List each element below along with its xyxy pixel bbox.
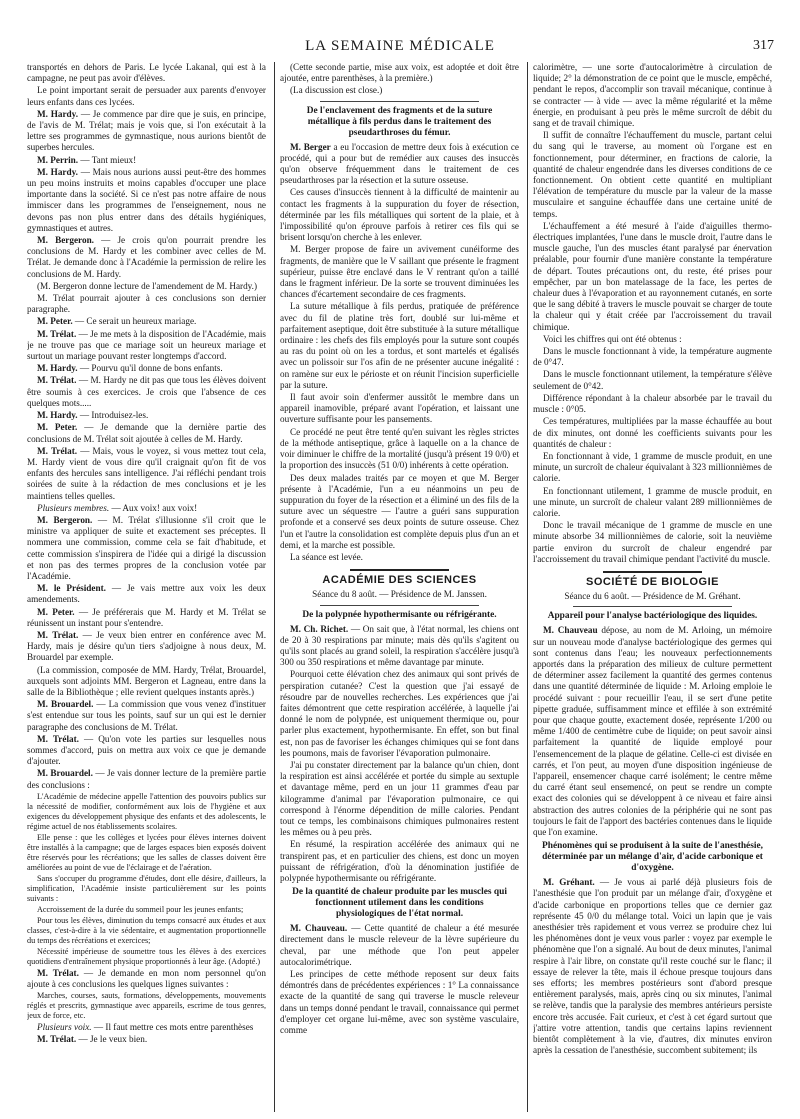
paragraph	[533, 625, 772, 838]
speech-text: — Mais nous aurions aussi peut-être des hommes un peu moins instruits et moins capables d'occuper une place importante dans la société. Si ce n'est pas notre affaire de nous immiscer dans les programmes de l'enseignement, nous ne devons pas non plus entrer dans des détails hygiéniques, gymnastiques et autres.	[27, 166, 266, 233]
speech-text: — Je le veux bien.	[76, 1034, 148, 1045]
session-line: Séance du 8 août. — Présidence de M. Janssen.	[312, 589, 487, 600]
speech-text: — M. Hardy ne dit pas que tous les élèves doivent être soumis à ces exercices. Je crois que l'absence de ces quelques mots.....	[27, 375, 266, 408]
column-divider	[527, 62, 528, 1112]
speech-text: — Qu'on vote les parties sur lesquelles nous sommes d'accord, puis on mettra aux voix ce que je demande d'ajouter.	[27, 733, 266, 767]
paragraph: Il faut avoir soin d'enfermer aussitôt le membre dans un appareil inamovible, préparé avant l'opération, et laissant une ouverture suffisante pour les pansements.	[280, 392, 519, 425]
paragraph: calorimètre, — une sorte d'autocalorimètre à circulation de liquide; 2° la démonstration de ce point que le muscle, empêché, pendant le repos, d'accomplir son travail mécanique, continue à se contracter — à vide — avec la même régularité et la même énergie, en produisant à peu près le même surcroît de débit du sang et de travail chimique.	[533, 62, 772, 129]
speaker-name: M. Ch. Richet.	[290, 623, 349, 634]
section-rule	[603, 571, 702, 573]
quoted-conclusion: Nécessité impérieuse de soumettre tous les élèves à des exercices quotidiens d'entraînement physique proportionnés à leur âge. (Adopté.)	[27, 946, 266, 966]
paragraph: J'ai pu constater directement par la balance qu'un chien, dont la respiration est ainsi accélérée et portée du simple au sextuple et davantage même, perd en un jour 11 grammes d'eau par kilogramme d'animal par l'évaporation pulmonaire, ce qui correspond à l'énorme dépendition de mille calories. Pendant tout ce temps, les combinaisons chimiques pulmonaires restent les mêmes ou à peu près.	[280, 759, 519, 838]
speech-text: — Tant mieux!	[78, 154, 137, 165]
speech-text: — Je vais donner lecture de la première partie des conclusions :	[27, 768, 266, 790]
column-middle	[280, 62, 519, 1112]
session-line: Séance du 6 août. — Présidence de M. Gréhant.	[564, 591, 741, 602]
paragraph	[27, 363, 266, 374]
quoted-conclusion: Accroissement de la durée du sommeil pour les jeunes enfants;	[37, 904, 244, 914]
speaker-name: M. Hardy.	[37, 166, 78, 177]
quoted-conclusion: Marches, courses, sauts, formations, développements, mouvements réglés et prescrits, gymnastique avec appareils, escrime de tous genres, jeux de force, etc.	[27, 991, 266, 1021]
paragraph	[27, 109, 266, 154]
paragraph: Donc le travail mécanique de 1 gramme de muscle en une minute absorbe 34 millionnièmes de calorie, soit la neuvième partie environ du surcroît de chaleur engendré par l'accroissement du travail chimique pendant l'activité du muscle.	[533, 520, 772, 564]
speaker-name: M. Perrin.	[37, 154, 79, 165]
page-header	[0, 38, 800, 58]
article-heading: De la polypnée hypothermisante ou réfrigérante.	[302, 609, 497, 620]
column-left	[27, 62, 266, 1112]
paragraph: Pourquoi cette élévation chez des animaux qui sont privés de perspiration cutanée? C'est la question que j'ai essayé de résoudre par de nouvelles recherches. Les expériences que j'ai faites démontrent que cette respiration accélérée, à laquelle j'ai donné le nom de polypnée, est uniquement thermique ou, pour parler plus exactement, hypothermisante. En effet, son but final est, non pas de favoriser les échanges chimiques qui se font dans les poumons, mais de favoriser l'évaporation pulmonaire.	[280, 669, 519, 758]
speaker-name: M. Hardy.	[37, 410, 78, 421]
speaker-name: M. Trélat.	[37, 328, 77, 339]
speech-text: — Aux voix! aux voix!	[109, 502, 198, 513]
speech-text: a eu l'occasion de mettre deux fois à exécution ce procédé, qui a pour but de remédier aux causes des insuccès qu'on observe fréquemment dans le traitement de ces pseudarthroses par la résection et la suture osseuse.	[280, 141, 519, 186]
paragraph: En fonctionnant utilement, 1 gramme de muscle produit, en une minute, un surcroît de chaleur valant 289 millionnièmes de calorie.	[533, 485, 772, 518]
paragraph	[27, 422, 266, 444]
speaker-name: M. Trélat.	[37, 733, 79, 744]
speaker-name: M. Peter.	[37, 316, 73, 327]
paragraph	[280, 142, 519, 187]
speech-text: — Je commence par dire que je suis, en principe, de l'avis de M. Trélat; mais je vois que, si l'on exécutait à la lettre ses programmes de gymnastique, nous aurions bientôt de superbes hercules.	[27, 108, 266, 153]
paragraph	[27, 734, 266, 768]
page-number: 317	[753, 38, 774, 53]
article-heading: Phénomènes qui se produisent à la suite de l'anesthésie, déterminée par un mélange d'air, d'acide carbonique et d'oxygène.	[542, 841, 763, 874]
paragraph: Des deux malades traités par ce moyen et que M. Berger présente à l'Académie, l'un a eu néanmoins un peu de suppuration du foyer de la résection et a éliminé un des fils de la suture avec un séquestre — l'autre a guéri sans suppuration profonde et a conservé ses deux points de suture osseuse. Chez l'un et l'autre la consolidation est complète depuis plus d'un an et demi, et la marche est possible.	[280, 472, 519, 550]
article-heading: De l'enclavement des fragments et de la suture métallique à fils perdus dans le traitement des pseudarthroses du fémur.	[306, 105, 493, 138]
paragraph	[280, 624, 519, 669]
paragraph	[27, 1022, 266, 1033]
paragraph	[27, 515, 266, 582]
paragraph	[27, 446, 266, 502]
speaker-name: M. Peter.	[37, 422, 78, 433]
paragraph	[27, 630, 266, 664]
paragraph: Dans le muscle fonctionnant à vide, la température augmente de 0°47.	[533, 346, 772, 368]
speech-text: — La commission que vous venez d'instituer s'est entendue sur tous les points, sauf sur un qui est le dernier paragraphe des conclusions de M. Trélat.	[27, 699, 266, 732]
paragraph	[27, 316, 266, 327]
section-title: SOCIÉTÉ DE BIOLOGIE	[586, 575, 719, 588]
paragraph	[27, 583, 266, 605]
speaker-name: M. Hardy.	[37, 108, 79, 119]
section-rule	[350, 569, 449, 571]
speech-text: — Je demande en mon nom personnel qu'on ajoute à ces conclusions les quelques lignes suivantes :	[27, 967, 266, 989]
paragraph: (M. Bergeron donne lecture de l'amendement de M. Hardy.)	[37, 280, 258, 291]
paragraph	[27, 503, 266, 514]
paragraph: (La discussion est close.)	[290, 85, 383, 96]
paragraph: L'échauffement a été mesuré à l'aide d'aiguilles thermo-électriques implantées, l'une dans le muscle droit, l'autre dans le muscle gauche, l'un des muscles étant paralysé par énervation préalable, pour fournir d'une manière constante la température de départ. Toutes précautions ont, du reste, été prises pour empêcher, par un bon matelassage de la face, les pertes de chaleur dues à l'évaporation et au rayonnement cutanés, en sorte que le sang débité à travers le muscle pouvait se charger de toute la chaleur qui y était créée par l'accroissement du travail chimique.	[533, 220, 772, 332]
paragraph	[27, 329, 266, 363]
quoted-conclusion: Sans s'occuper du programme d'études, dont elle désire, d'ailleurs, la simplification, l'Académie insiste particulièrement sur les points suivants :	[27, 873, 266, 903]
speaker-name: M. Trélat.	[37, 375, 77, 386]
speaker-name: M. Trélat.	[37, 1034, 77, 1045]
speech-text: — Je préférerais que M. Hardy et M. Trélat se réunissent un instant pour s'entendre.	[27, 606, 266, 628]
speaker-group: Plusieurs membres.	[37, 502, 110, 513]
paragraph: La séance est levée.	[290, 551, 363, 562]
paragraph	[27, 155, 266, 166]
article-heading: De la quantité de chaleur produite par les muscles qui fonctionnent utilement dans les conditions physiologiques de l'état normal.	[292, 887, 507, 920]
paragraph: Ces températures, multipliées par la masse échauffée au bout de dix minutes, ont donné les coefficients suivants pour les quantités de chaleur :	[533, 416, 772, 449]
paragraph: Dans le muscle fonctionnant utilement, la température s'élève seulement de 0°42.	[533, 369, 772, 391]
paragraph	[27, 167, 266, 234]
speaker-name: M. Hardy.	[37, 363, 78, 374]
paragraph: En fonctionnant à vide, 1 gramme de muscle produit, en une minute, un surcroît de chaleur équivalant à 323 millionnièmes de calorie.	[533, 450, 772, 484]
speaker-name: M. Trélat.	[37, 967, 79, 978]
paragraph: Voici les chiffres qui ont été obtenus :	[543, 333, 682, 344]
speaker-name: M. Peter.	[37, 606, 75, 617]
paragraph: (La commission, composée de MM. Hardy, Trélat, Brouardel, auxquels sont adjoints MM. Bergeron et Lagneau, entre dans la salle de la Bibliothèque ; elle revient quelques instants après.)	[27, 664, 266, 697]
speech-text: — Je vais mettre aux voix les deux amendements.	[27, 583, 266, 605]
divider	[320, 605, 479, 606]
paragraph: Différence répondant à la chaleur absorbée par le travail du muscle : 0°05.	[533, 392, 772, 415]
speaker-name: M. Trélat.	[37, 445, 78, 456]
paragraph	[27, 1034, 266, 1045]
paragraph: M. Trélat pourrait ajouter à ces conclusions son dernier paragraphe.	[27, 293, 266, 315]
article-columns	[27, 62, 780, 1112]
paragraph	[280, 923, 519, 968]
speech-text: — On sait que, à l'état normal, les chiens ont de 20 à 30 respirations par minute; mais dès qu'ils s'agitent ou qu'ils sont placés au grand soleil, la respiration s'accélère jusqu'à 300 ou 350 respirations et même davantage par minute.	[280, 623, 519, 668]
speech-text: — Il faut mettre ces mots entre parenthèses	[91, 1022, 254, 1033]
paragraph: La suture métallique à fils perdus, pratiquée de préférence avec du fil de platine très fort, doublé sur lui-même et parfaitement aseptique, doit être substituée à la suture métallique ordinaire : les chefs des fils employés pour la suture sont coupés au ras du point où on les a tordus, et sont martelés et égalisés avec un polissoir sur l'os afin de ne présenter aucune inégalité : on ramène sur eux le périoste et on réunit l'incision superficielle par la suture.	[280, 301, 519, 390]
paragraph: Le point important serait de persuader aux parents d'envoyer leurs enfants dans ces lycées.	[27, 85, 266, 107]
paragraph: (Cette seconde partie, mise aux voix, est adoptée et doit être ajoutée, entre parenthèses, à la première.)	[280, 62, 519, 84]
paragraph	[27, 235, 266, 280]
paragraph: Ces causes d'insuccès tiennent à la difficulté de maintenir au contact les fragments à la suppuration du foyer de résection, déterminée par les fils métalliques qui sortent de la plaie, et à l'impossibilité qu'on éprouve parfois à retirer ces fils qui se brisent lorsqu'on cherche à les enlever.	[280, 187, 519, 243]
speaker-name: M. Chauveau.	[290, 923, 348, 934]
section-title: ACADÉMIE DES SCIENCES	[322, 574, 477, 587]
speech-text: — Introduisez-les.	[77, 410, 149, 421]
speech-text: — Ce serait un heureux mariage.	[72, 316, 197, 327]
journal-title: LA SEMAINE MÉDICALE	[305, 38, 495, 54]
quoted-conclusion: Pour tous les élèves, diminution du temps consacré aux études et aux classes, c'est-à-dire à la vie sédentaire, et augmentation proportionnelle du temps des récréations et exercices;	[27, 915, 266, 945]
paragraph: En résumé, la respiration accélérée des animaux qui ne transpirent pas, et en particulier des chiens, est donc un moyen puissant de réfrigération, d'où la dénomination justifiée de polypnée hypothermisante ou réfrigérante.	[280, 839, 519, 883]
paragraph: Les principes de cette méthode reposent sur deux faits démontrés dans de précédentes expériences : 1° La connaissance exacte de la quantité de sang qui traverse le muscle releveur dans un temps donné pendant le travail, connaissance qui permet d'employer cet organe lui-même, avec son système vasculaire, comme	[280, 969, 519, 1036]
speech-text: — Mais, vous le voyez, si vous mettez tout cela, M. Hardy vient de vous dire qu'il craignait qu'on fit de vos enfants des hercules sans intelligence. J'ai réfléchi pendant trois soirées de suite à la rédaction de mes conclusions et je les maintiens telles quelles.	[27, 445, 266, 501]
article-heading: Appareil pour l'analyse bactériologique des liquides.	[547, 611, 758, 622]
paragraph	[27, 699, 266, 733]
speech-text: — Je vous ai parlé déjà plusieurs fois de l'anesthésie que l'on produit par un mélange d'air, d'oxygène et d'acide carbonique en proportions telles que ce dernier gaz représente 45 0/0 du mélange total. Voici un lapin que je vais anesthésier très rapidement et vous verrez se produire chez lui les phénomènes dont je veux vous parler : voyez par exemple le phénomène que l'on a signalé. Au bout de deux minutes, l'animal respire à l'air libre, on constate qu'il reste couché sur le flanc; il essaye de relever la tête, mais il échoue presque toujours dans ses efforts; les membres postérieurs sont d'abord presque entièrement paralysés, mais, après cinq ou six minutes, l'animal se relève, tandis que la paralysie des membres antérieurs persiste encore très accusée. Fait curieux, et c'est à cet égard surtout que j'attire votre attention, tandis que certains lapins reviennent bientôt complètement à la vie, d'autres, dix minutes environ après la cessation de l'anesthésie, succombent subitement; ils	[533, 877, 772, 1056]
paragraph	[27, 968, 266, 990]
speaker-name: M. Brouardel.	[37, 768, 93, 779]
paragraph: Ce procédé ne peut être tenté qu'en suivant les règles strictes de la méthode antiseptique, grâce à laquelle on a la chance de voir diminuer le chiffre de la mortalité (jusqu'à présent 19 0/0) et la proportion des insuccès (51 0/0) inhérents à cette opération.	[280, 426, 519, 471]
column-divider	[274, 62, 275, 1112]
speech-text: — M. Trélat s'illusionne s'il croit que le ministre va appliquer de suite et exactement ses préceptes. Il nommera une commission, comme cela se fait d'habitude, et cette commission s'inspirera de l'idée qui a dirigé la discussion et non pas des termes propres de la conclusion votée par l'Académie.	[27, 514, 266, 581]
divider	[320, 101, 479, 102]
divider	[573, 606, 732, 607]
speaker-name: M. Berger	[290, 141, 331, 152]
quoted-conclusion: L'Académie de médecine appelle l'attention des pouvoirs publics sur la nécessité de modifier, conformément aux lois de l'hygiène et aux exigences du développement physique des enfants et des adolescents, le régime actuel de nos établissements scolaires.	[27, 791, 266, 831]
speech-text: — Je crois qu'on pourrait prendre les conclusions de M. Hardy et les combiner avec celles de M. Trélat. Je demande donc à l'Académie la permission de relire les conclusions de M. Hardy.	[27, 235, 266, 279]
speaker-name: M. Bergeron.	[37, 514, 93, 525]
speaker-name: M. le Président.	[37, 583, 106, 594]
paragraph	[27, 375, 266, 409]
speech-text: — Je me mets à la disposition de l'Académie, mais je ne trouve pas que ce mariage soit un heureux mariage et surtout un mariage pouvant rester longtemps d'accord.	[27, 328, 266, 362]
quoted-conclusion: Elle pense : que les collèges et lycées pour élèves internes doivent être installés à la campagne; que de larges espaces bien exposés doivent être réservés pour les récréations; que les salles de classes doivent être améliorées au point de vue de l'éclairage et de l'aération.	[27, 832, 266, 872]
speaker-group: Plusieurs voix.	[37, 1022, 92, 1033]
speaker-name: M. Bergeron.	[37, 235, 94, 246]
speech-text: — Je veux bien entrer en conférence avec M. Hardy, mais je désire qu'un tiers s'adjoigne à nous deux, M. Brouardel par exemple.	[27, 629, 266, 663]
speech-text: — Pourvu qu'il donne de bons enfants.	[77, 363, 223, 374]
paragraph	[533, 877, 772, 1056]
paragraph	[27, 607, 266, 629]
paragraph	[27, 410, 266, 421]
paragraph: M. Berger propose de faire un avivement cunéiforme des fragments, de manière que le V saillant que présente le fragment supérieur, puisse être enclavé dans le V rentrant qu'on a taillé dans le fragment inférieur. De la sorte se trouvent diminuées les chances d'écartement secondaire de ces fragments.	[280, 244, 519, 300]
speech-text: — Cette quantité de chaleur a été mesurée directement dans le muscle releveur de la lèvre supérieure du cheval, par une méthode que l'on peut appeler autocalorimétrique.	[280, 923, 519, 967]
speaker-name: M. Chauveau	[543, 625, 598, 636]
speaker-name: M. Gréhant.	[543, 877, 595, 888]
paragraph	[27, 768, 266, 790]
paragraph: transportés en dehors de Paris. Le lycée Lakanal, qui est à la campagne, ne peut pas avoir d'élèves.	[27, 62, 266, 84]
speech-text: dépose, au nom de M. Arloing, un mémoire sur un nouveau mode d'analyse bactériologique des germes qui sont contenus dans l'eau; les nouveaux perfectionnements apportés dans la préparation des milieux de culture permettent de déterminer assez facilement la quantité des germes contenus dans une quantité déterminée de liquide : M. Arloing emploie le procédé suivant : pour recueillir l'eau, il se sert d'une petite pipette graduée, suffisamment mince et effilée à son extrémité pour que chaque goutte, exactement dosée, représente 1/200 ou même 1/400 de centimètre cube de liquide; on peut savoir ainsi parfaitement la quantité de liquide employé pour l'ensemencement de la plaque de gélatine. Celle-ci est divisée en carrés, et l'on peut, au moyen d'une disposition ingénieuse de l'appareil, ensemencer chaque carré isolément; le centre même du carré étant seul ensemencé, on peut se rendre un compte exact des colonies qui se développent à ce niveau et faire ainsi abstraction des autres colonies de la périphérie qui ne sont pas toujours le fait de l'apport des bactéries contenues dans le liquide que l'on examine.	[533, 625, 772, 837]
paragraph: Il suffit de connaître l'échauffement du muscle, partant celui du sang qui le traverse, au moment où l'organe est en fonctionnement, pour déterminer, en fractions de calorie, la quantité de chaleur engendrée dans les diverses conditions de ce fonctionnement. On obtient cette quantité en multipliant l'élévation de température du muscle par la valeur de la masse musculaire et sanguine échauffée dans une certaine unité de temps.	[533, 130, 772, 219]
speaker-name: M. Trélat.	[37, 629, 79, 640]
speaker-name: M. Brouardel.	[37, 699, 94, 710]
column-right	[533, 62, 772, 1112]
speech-text: — Je demande que la dernière partie des conclusions de M. Trélat soit ajoutée à celles de M. Hardy.	[27, 422, 266, 444]
